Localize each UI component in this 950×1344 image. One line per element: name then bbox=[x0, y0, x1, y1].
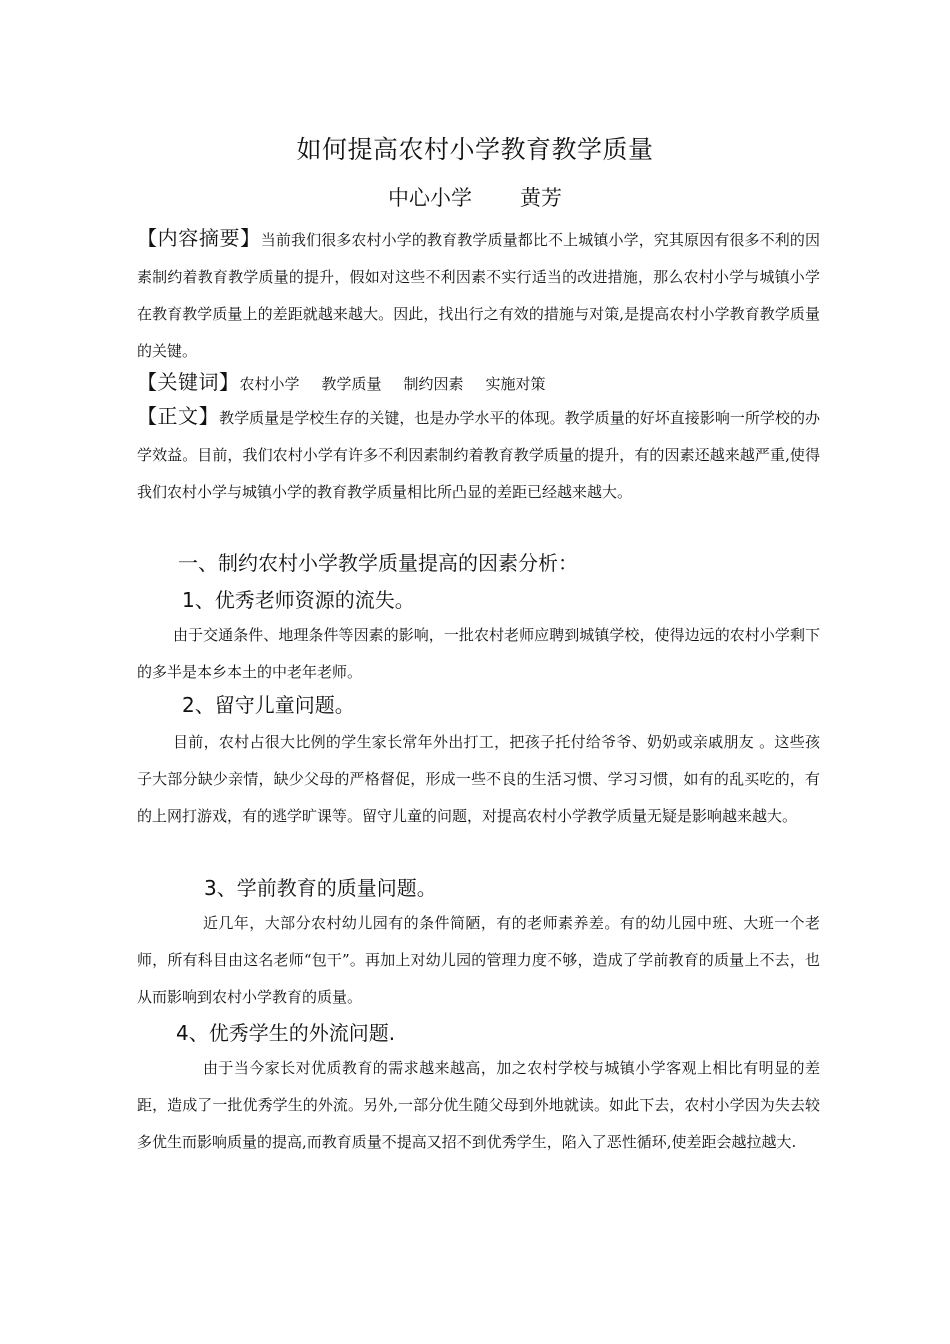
subsection-heading: 3、学前教育的质量问题。 bbox=[204, 876, 437, 900]
body-label: 【正文】 bbox=[137, 404, 220, 428]
subsection-paragraph: 由于交通条件、地理条件等因素的影响，一批农村老师应聘到城镇学校，使得边远的农村小学剩下的多半是本乡本土的中老年老师。 bbox=[137, 626, 820, 681]
subsection-paragraph: 目前，农村占很大比例的学生家长常年外出打工，把孩子托付给爷爷、奶奶或亲戚朋友 。这些孩子大部分缺少亲情，缺少父母的严格督促，形成一些不良的生活习惯、学习习惯，如有的乱买吃的，有的上网打游戏，有的逃学旷课等。留守儿童的问题，对提高农村小学教学质量无疑是影响越来越大。 bbox=[137, 733, 820, 825]
author-name: 黄芳 bbox=[520, 186, 562, 210]
subsection-heading: 2、留守儿童问题。 bbox=[182, 693, 355, 717]
abstract-label: 【内容摘要】 bbox=[137, 226, 261, 250]
keyword-item: 实施对策 bbox=[485, 375, 546, 393]
subsection-heading: 1、优秀老师资源的流失。 bbox=[182, 588, 415, 612]
keyword-item: 农村小学 bbox=[239, 375, 300, 393]
body-intro-text: 教学质量是学校生存的关键，也是办学水平的体现。教学质量的好坏直接影响一所学校的办学效益。目前，我们农村小学有许多不利因素制约着教育教学质量的提升，有的因素还越来越严重,使得我们农村小学与城镇小学的教育教学质量相比所凸显的差距已经越来越大。 bbox=[137, 409, 820, 501]
subsection-heading: 4、优秀学生的外流问题. bbox=[176, 1021, 396, 1045]
subsection-paragraph: 由于当今家长对优质教育的需求越来越高，加之农村学校与城镇小学客观上相比有明显的差距，造成了一批优秀学生的外流。另外,一部分优生随父母到外地就读。如此下去，农村小学因为失去较多优生而影响质量的提高,而教育质量不提高又招不到优秀学生，陷入了恶性循环,使差距会越拉越大. bbox=[137, 1059, 820, 1151]
keywords-label: 【关键词】 bbox=[137, 370, 240, 394]
body-intro-paragraph bbox=[137, 398, 820, 511]
abstract-paragraph bbox=[137, 220, 820, 370]
author-org: 中心小学 bbox=[388, 186, 472, 210]
keyword-item: 教学质量 bbox=[321, 375, 382, 393]
keyword-item: 制约因素 bbox=[403, 375, 464, 393]
subsection-paragraph: 近几年，大部分农村幼儿园有的条件简陋，有的老师素养差。有的幼儿园中班、大班一个老师，所有科目由这名老师“包干”。再加上对幼儿园的管理力度不够，造成了学前教育的质量上不去，也从而影响到农村小学教育的质量。 bbox=[137, 914, 820, 1006]
document-title: 如何提高农村小学教育教学质量 bbox=[296, 135, 654, 164]
section-heading: 一、制约农村小学教学质量提高的因素分析： bbox=[178, 551, 578, 575]
author-line bbox=[0, 183, 950, 213]
abstract-text: 当前我们很多农村小学的教育教学质量都比不上城镇小学，究其原因有很多不利的因素制约着教育教学质量的提升，假如对这些不利因素不实行适当的改进措施，那么农村小学与城镇小学在教育教学质量上的差距就越来越大。因此，找出行之有效的措施与对策,是提高农村小学教育教学质量的关键。 bbox=[137, 231, 820, 360]
